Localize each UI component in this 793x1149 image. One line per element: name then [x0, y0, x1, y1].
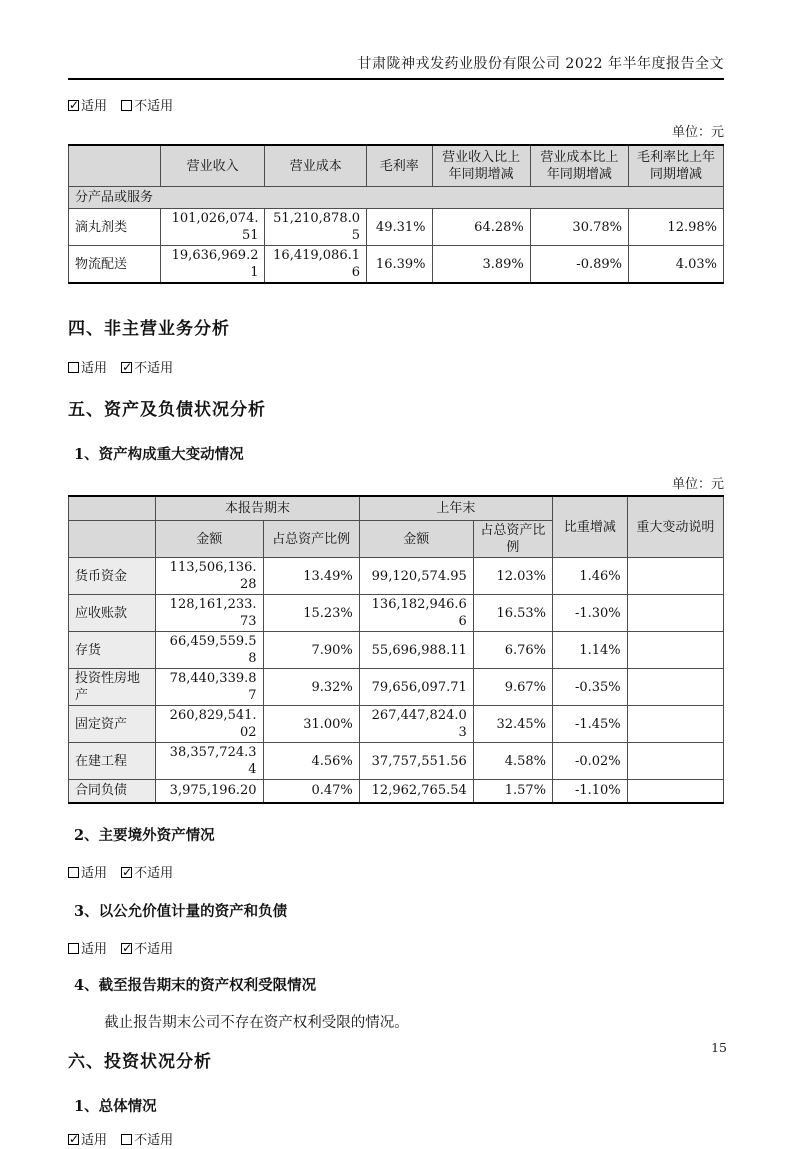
- checkbox-applicable-icon: [68, 867, 79, 878]
- col-header-prior-year: 上年末: [359, 496, 552, 521]
- col-header-current-period: 本报告期末: [156, 496, 360, 521]
- applicability-row-section5-2: [68, 865, 724, 882]
- checkbox-applicable-label: 适用: [81, 99, 108, 114]
- cell-prior-amount: 99,120,574.95: [359, 558, 473, 595]
- cell-revenue: 19,636,969.21: [160, 246, 265, 284]
- cell-note: [627, 558, 723, 595]
- col-header-cost: 营业成本: [265, 145, 367, 187]
- cell-prior-pct: 1.57%: [473, 780, 552, 803]
- page-header-title: 甘肃陇神戎发药业股份有限公司 2022 年半年度报告全文: [68, 55, 724, 80]
- col-header-cost-yoy: 营业成本比上年同期增减: [530, 145, 628, 187]
- table-row: [69, 595, 724, 632]
- cell-ratio-change: -1.10%: [553, 780, 628, 803]
- option-applicable: [68, 1133, 107, 1148]
- option-not-applicable: [121, 361, 173, 376]
- cell-prior-pct: 16.53%: [473, 595, 552, 632]
- cell-current-pct: 13.49%: [263, 558, 359, 595]
- option-not-applicable: [121, 942, 173, 957]
- col-header-blank: [69, 145, 161, 187]
- checkbox-applicable-label: 适用: [81, 941, 108, 957]
- col-header-revenue: 营业收入: [160, 145, 265, 187]
- cell-current-amount: 128,161,233.73: [156, 595, 263, 632]
- cell-note: [627, 743, 723, 780]
- col-header-amount: 金额: [359, 521, 473, 558]
- cell-revenue-yoy: 3.89%: [432, 246, 530, 284]
- cell-ratio-change: -0.02%: [553, 743, 628, 780]
- checkbox-applicable-icon: [68, 943, 79, 954]
- row-label: 物流配送: [69, 246, 161, 284]
- row-label: 滴丸剂类: [69, 209, 161, 246]
- cell-current-amount: 3,975,196.20: [156, 780, 263, 803]
- subsection-title-6-1: 1、总体情况: [74, 1097, 157, 1115]
- applicability-row-section5-3: [68, 941, 724, 958]
- cell-prior-amount: 12,962,765.54: [359, 780, 473, 803]
- table-row: [69, 246, 724, 284]
- applicability-row-section6-1: [68, 1132, 724, 1149]
- cell-prior-pct: 9.67%: [473, 669, 552, 706]
- checkbox-not-applicable-label: 不适用: [134, 865, 174, 881]
- cell-prior-amount: 37,757,551.56: [359, 743, 473, 780]
- cell-revenue: 101,026,074.51: [160, 209, 265, 246]
- col-header-major-change-note: 重大变动说明: [627, 496, 723, 558]
- checkbox-applicable-label: 适用: [81, 361, 108, 376]
- table-row: [69, 209, 724, 246]
- row-label: 固定资产: [69, 706, 156, 743]
- option-applicable: [68, 361, 107, 376]
- cell-current-amount: 66,459,559.58: [156, 632, 263, 669]
- cell-prior-amount: 55,696,988.11: [359, 632, 473, 669]
- cell-cost: 51,210,878.05: [265, 209, 367, 246]
- applicability-row-section4: [68, 360, 724, 377]
- cell-current-amount: 38,357,724.34: [156, 743, 263, 780]
- cell-ratio-change: 1.14%: [553, 632, 628, 669]
- checkbox-not-applicable-label: 不适用: [134, 941, 174, 957]
- cell-note: [627, 632, 723, 669]
- cell-prior-amount: 267,447,824.03: [359, 706, 473, 743]
- cell-ratio-change: 1.46%: [553, 558, 628, 595]
- cell-margin-yoy: 12.98%: [629, 209, 724, 246]
- unit-label: 单位：元: [671, 125, 724, 140]
- cell-note: [627, 669, 723, 706]
- asset-composition-table: [68, 495, 724, 804]
- cell-current-pct: 4.56%: [263, 743, 359, 780]
- table-row: [69, 669, 724, 706]
- option-not-applicable: [121, 866, 173, 881]
- checkbox-not-applicable-label: 不适用: [134, 361, 174, 376]
- checkbox-not-applicable-label: 不适用: [134, 1132, 174, 1148]
- cell-margin: 16.39%: [367, 246, 433, 284]
- subsection-title-5-4: 4、截至报告期末的资产权利受限情况: [74, 976, 317, 994]
- col-header-margin: 毛利率: [367, 145, 433, 187]
- cell-prior-pct: 32.45%: [473, 706, 552, 743]
- cell-current-pct: 9.32%: [263, 669, 359, 706]
- option-applicable: [68, 942, 107, 957]
- row-label: 应收账款: [69, 595, 156, 632]
- row-label: 在建工程: [69, 743, 156, 780]
- cell-current-amount: 113,506,136.28: [156, 558, 263, 595]
- cell-prior-pct: 12.03%: [473, 558, 552, 595]
- table-row: [69, 780, 724, 803]
- cell-revenue-yoy: 64.28%: [432, 209, 530, 246]
- table-group-row: [69, 187, 724, 209]
- cell-prior-pct: 6.76%: [473, 632, 552, 669]
- section-title-5: 五、资产及负债状况分析: [68, 400, 266, 420]
- subsection-title-5-3: 3、以公允价值计量的资产和负债: [74, 902, 288, 920]
- table-header-row: [69, 145, 724, 187]
- checkbox-applicable-label: 适用: [81, 865, 108, 881]
- col-header-pct: 占总资产比例: [263, 521, 359, 558]
- cell-current-amount: 260,829,541.02: [156, 706, 263, 743]
- section-title-6: 六、投资状况分析: [68, 1051, 212, 1072]
- table-row: [69, 558, 724, 595]
- unit-label: 单位：元: [671, 477, 724, 492]
- section-title-4: 四、非主营业务分析: [68, 319, 230, 339]
- col-header-blank: [69, 521, 156, 558]
- cell-note: [627, 780, 723, 803]
- body-paragraph: 截止报告期末公司不存在资产权利受限的情况。: [104, 1014, 409, 1031]
- subsection-title-5-2: 2、主要境外资产情况: [74, 826, 215, 844]
- row-label: 合同负债: [69, 780, 156, 803]
- table-row: [69, 632, 724, 669]
- checkbox-not-applicable-icon: [121, 943, 132, 954]
- cell-prior-pct: 4.58%: [473, 743, 552, 780]
- checkbox-not-applicable-icon: [121, 867, 132, 878]
- option-not-applicable: [121, 1133, 173, 1148]
- cell-ratio-change: -1.45%: [553, 706, 628, 743]
- col-header-margin-yoy: 毛利率比上年同期增减: [629, 145, 724, 187]
- option-applicable: [68, 99, 107, 114]
- table-row: [69, 706, 724, 743]
- cell-current-pct: 15.23%: [263, 595, 359, 632]
- col-header-revenue-yoy: 营业收入比上年同期增减: [432, 145, 530, 187]
- col-header-blank: [69, 496, 156, 521]
- checkbox-applicable-label: 适用: [81, 1132, 108, 1148]
- table-header-row: [69, 496, 724, 521]
- checkbox-applicable-icon: [68, 100, 79, 111]
- col-header-amount: 金额: [156, 521, 263, 558]
- cell-cost-yoy: -0.89%: [530, 246, 628, 284]
- cell-prior-amount: 136,182,946.66: [359, 595, 473, 632]
- product-revenue-table: [68, 144, 724, 284]
- cell-cost-yoy: 30.78%: [530, 209, 628, 246]
- cell-ratio-change: -1.30%: [553, 595, 628, 632]
- cell-margin-yoy: 4.03%: [629, 246, 724, 284]
- applicability-row-product: [68, 98, 724, 115]
- checkbox-applicable-icon: [68, 362, 79, 373]
- col-header-pct: 占总资产比例: [473, 521, 552, 558]
- checkbox-not-applicable-label: 不适用: [134, 99, 174, 114]
- row-label: 存货: [69, 632, 156, 669]
- checkbox-not-applicable-icon: [121, 362, 132, 373]
- cell-note: [627, 595, 723, 632]
- option-not-applicable: [121, 99, 173, 114]
- group-label: 分产品或服务: [69, 187, 724, 209]
- table-row: [69, 743, 724, 780]
- cell-margin: 49.31%: [367, 209, 433, 246]
- cell-cost: 16,419,086.16: [265, 246, 367, 284]
- row-label: 投资性房地产: [69, 669, 156, 706]
- checkbox-not-applicable-icon: [121, 1134, 132, 1145]
- cell-note: [627, 706, 723, 743]
- cell-prior-amount: 79,656,097.71: [359, 669, 473, 706]
- option-applicable: [68, 866, 107, 881]
- checkbox-not-applicable-icon: [121, 100, 132, 111]
- cell-ratio-change: -0.35%: [553, 669, 628, 706]
- subsection-title-5-1: 1、资产构成重大变动情况: [74, 446, 244, 463]
- cell-current-pct: 31.00%: [263, 706, 359, 743]
- cell-current-pct: 7.90%: [263, 632, 359, 669]
- page-number: 15: [711, 1040, 727, 1055]
- cell-current-pct: 0.47%: [263, 780, 359, 803]
- col-header-ratio-change: 比重增减: [553, 496, 628, 558]
- cell-current-amount: 78,440,339.87: [156, 669, 263, 706]
- row-label: 货币资金: [69, 558, 156, 595]
- checkbox-applicable-icon: [68, 1134, 79, 1145]
